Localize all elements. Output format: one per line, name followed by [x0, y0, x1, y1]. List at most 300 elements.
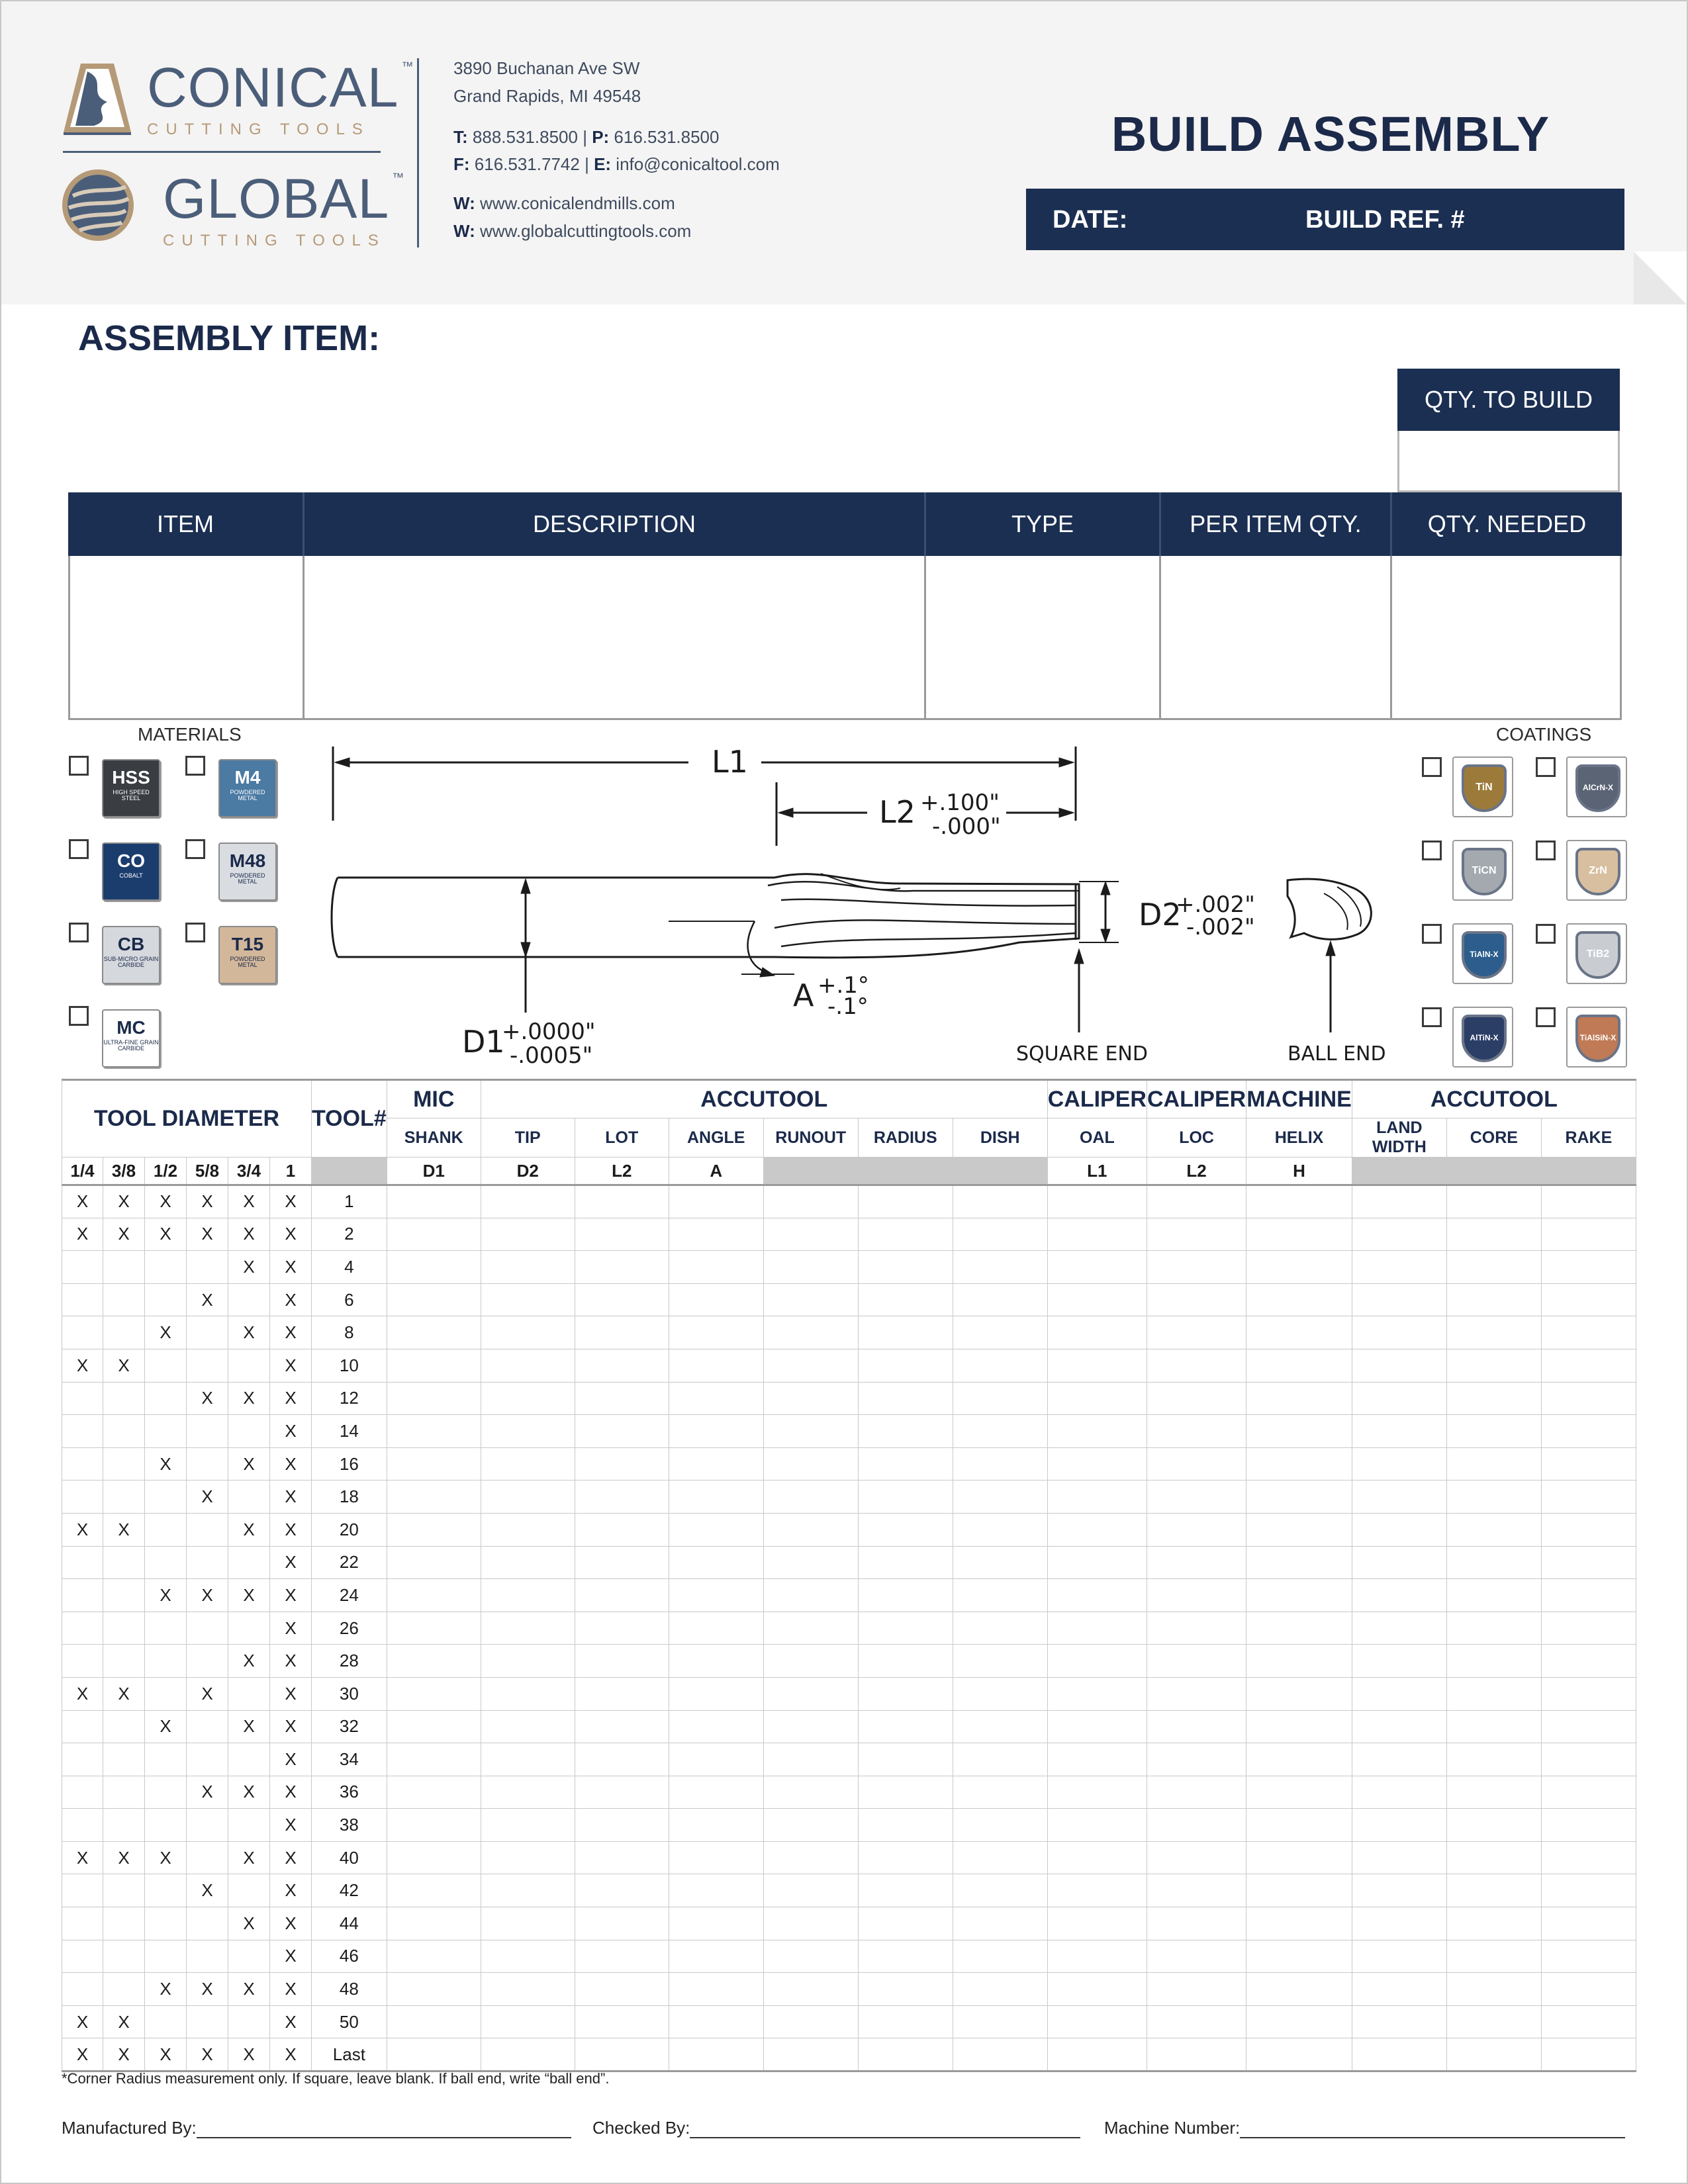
measurement-cell[interactable]: [387, 1841, 481, 1874]
measurement-cell[interactable]: [858, 1513, 953, 1546]
measurement-cell[interactable]: [669, 1874, 763, 1907]
measurement-cell[interactable]: [1541, 1907, 1636, 1940]
measurement-cell[interactable]: [387, 1513, 481, 1546]
measurement-cell[interactable]: [387, 1283, 481, 1316]
measurement-cell[interactable]: [858, 1218, 953, 1251]
measurement-cell[interactable]: [669, 1645, 763, 1678]
checked-by-field[interactable]: [690, 2121, 1080, 2138]
measurement-cell[interactable]: [953, 1710, 1047, 1743]
measurement-cell[interactable]: [1047, 1776, 1147, 1809]
measurement-cell[interactable]: [1446, 1841, 1541, 1874]
measurement-cell[interactable]: [1147, 1349, 1246, 1382]
measurement-cell[interactable]: [387, 1677, 481, 1710]
measurement-cell[interactable]: [1541, 1513, 1636, 1546]
measurement-cell[interactable]: [1246, 1349, 1352, 1382]
measurement-cell[interactable]: [669, 1316, 763, 1349]
measurement-cell[interactable]: [1352, 1546, 1446, 1579]
measurement-cell[interactable]: [575, 1316, 669, 1349]
measurement-cell[interactable]: [1047, 2005, 1147, 2038]
measurement-cell[interactable]: [953, 1579, 1047, 1612]
measurement-cell[interactable]: [481, 1415, 575, 1448]
measurement-cell[interactable]: [481, 1513, 575, 1546]
measurement-cell[interactable]: [1246, 2038, 1352, 2071]
measurement-cell[interactable]: [1541, 1940, 1636, 1973]
measurement-cell[interactable]: [763, 1415, 858, 1448]
measurement-cell[interactable]: [953, 1940, 1047, 1973]
measurement-cell[interactable]: [763, 1841, 858, 1874]
measurement-cell[interactable]: [763, 1677, 858, 1710]
measurement-cell[interactable]: [763, 2038, 858, 2071]
measurement-cell[interactable]: [763, 1349, 858, 1382]
measurement-cell[interactable]: [1147, 1185, 1246, 1218]
measurement-cell[interactable]: [1446, 1612, 1541, 1645]
measurement-cell[interactable]: [1047, 1316, 1147, 1349]
measurement-cell[interactable]: [1541, 1973, 1636, 2006]
measurement-cell[interactable]: [669, 1776, 763, 1809]
coating-checkbox[interactable]: [1422, 757, 1442, 777]
qty-to-build-field[interactable]: [1397, 431, 1620, 492]
measurement-cell[interactable]: [1541, 1447, 1636, 1480]
measurement-cell[interactable]: [1047, 1480, 1147, 1514]
machine-number-field[interactable]: [1240, 2121, 1625, 2138]
measurement-cell[interactable]: [1147, 1251, 1246, 1284]
measurement-cell[interactable]: [858, 1316, 953, 1349]
measurement-cell[interactable]: [1047, 1283, 1147, 1316]
measurement-cell[interactable]: [763, 1480, 858, 1514]
measurement-cell[interactable]: [1246, 1185, 1352, 1218]
measurement-cell[interactable]: [1352, 1874, 1446, 1907]
measurement-cell[interactable]: [953, 1841, 1047, 1874]
measurement-cell[interactable]: [1246, 1251, 1352, 1284]
measurement-cell[interactable]: [669, 1677, 763, 1710]
measurement-cell[interactable]: [1446, 2038, 1541, 2071]
material-checkbox[interactable]: [185, 839, 205, 859]
measurement-cell[interactable]: [763, 1940, 858, 1973]
manufactured-by-field[interactable]: [197, 2121, 571, 2138]
measurement-cell[interactable]: [1446, 1710, 1541, 1743]
measurement-cell[interactable]: [1246, 1907, 1352, 1940]
measurement-cell[interactable]: [953, 1874, 1047, 1907]
measurement-cell[interactable]: [575, 2005, 669, 2038]
measurement-cell[interactable]: [1246, 1776, 1352, 1809]
measurement-cell[interactable]: [387, 1480, 481, 1514]
measurement-cell[interactable]: [575, 1973, 669, 2006]
measurement-cell[interactable]: [575, 1480, 669, 1514]
measurement-cell[interactable]: [481, 1645, 575, 1678]
measurement-cell[interactable]: [1352, 1447, 1446, 1480]
measurement-cell[interactable]: [481, 1612, 575, 1645]
measurement-cell[interactable]: [669, 1809, 763, 1842]
measurement-cell[interactable]: [858, 1776, 953, 1809]
measurement-cell[interactable]: [481, 1382, 575, 1415]
measurement-cell[interactable]: [575, 1743, 669, 1776]
measurement-cell[interactable]: [1047, 1809, 1147, 1842]
measurement-cell[interactable]: [858, 1251, 953, 1284]
measurement-cell[interactable]: [575, 1283, 669, 1316]
measurement-cell[interactable]: [575, 1645, 669, 1678]
measurement-cell[interactable]: [1147, 1579, 1246, 1612]
measurement-cell[interactable]: [1541, 1579, 1636, 1612]
measurement-cell[interactable]: [1352, 1645, 1446, 1678]
material-checkbox[interactable]: [69, 756, 89, 776]
measurement-cell[interactable]: [481, 2005, 575, 2038]
measurement-cell[interactable]: [669, 1513, 763, 1546]
measurement-cell[interactable]: [1352, 1841, 1446, 1874]
measurement-cell[interactable]: [1246, 1743, 1352, 1776]
coating-checkbox[interactable]: [1422, 841, 1442, 860]
measurement-cell[interactable]: [1446, 1677, 1541, 1710]
measurement-cell[interactable]: [1446, 1907, 1541, 1940]
measurement-cell[interactable]: [1446, 1349, 1541, 1382]
measurement-cell[interactable]: [1446, 1185, 1541, 1218]
measurement-cell[interactable]: [1047, 1251, 1147, 1284]
measurement-cell[interactable]: [763, 1316, 858, 1349]
measurement-cell[interactable]: [669, 1743, 763, 1776]
measurement-cell[interactable]: [1246, 1841, 1352, 1874]
measurement-cell[interactable]: [1047, 2038, 1147, 2071]
measurement-cell[interactable]: [1147, 1907, 1246, 1940]
measurement-cell[interactable]: [575, 1940, 669, 1973]
measurement-cell[interactable]: [481, 1349, 575, 1382]
measurement-cell[interactable]: [953, 1447, 1047, 1480]
measurement-cell[interactable]: [1352, 2005, 1446, 2038]
measurement-cell[interactable]: [763, 1973, 858, 2006]
measurement-cell[interactable]: [763, 1874, 858, 1907]
measurement-cell[interactable]: [1541, 1677, 1636, 1710]
measurement-cell[interactable]: [763, 1645, 858, 1678]
measurement-cell[interactable]: [858, 1185, 953, 1218]
measurement-cell[interactable]: [575, 1447, 669, 1480]
measurement-cell[interactable]: [1352, 1743, 1446, 1776]
measurement-cell[interactable]: [387, 1973, 481, 2006]
measurement-cell[interactable]: [1446, 1579, 1541, 1612]
measurement-cell[interactable]: [858, 1710, 953, 1743]
measurement-cell[interactable]: [481, 1546, 575, 1579]
measurement-cell[interactable]: [1352, 1612, 1446, 1645]
measurement-cell[interactable]: [1352, 1382, 1446, 1415]
measurement-cell[interactable]: [1246, 1283, 1352, 1316]
measurement-cell[interactable]: [1246, 1710, 1352, 1743]
measurement-cell[interactable]: [1147, 1316, 1246, 1349]
measurement-cell[interactable]: [1352, 1185, 1446, 1218]
measurement-cell[interactable]: [1541, 1382, 1636, 1415]
measurement-cell[interactable]: [763, 1251, 858, 1284]
measurement-cell[interactable]: [1446, 1776, 1541, 1809]
measurement-cell[interactable]: [387, 1415, 481, 1448]
measurement-cell[interactable]: [481, 1677, 575, 1710]
measurement-cell[interactable]: [953, 1743, 1047, 1776]
measurement-cell[interactable]: [953, 1677, 1047, 1710]
measurement-cell[interactable]: [953, 1415, 1047, 1448]
measurement-cell[interactable]: [763, 1612, 858, 1645]
measurement-cell[interactable]: [953, 1251, 1047, 1284]
measurement-cell[interactable]: [387, 1940, 481, 1973]
measurement-cell[interactable]: [1147, 2005, 1246, 2038]
measurement-cell[interactable]: [1246, 1316, 1352, 1349]
measurement-cell[interactable]: [575, 1677, 669, 1710]
measurement-cell[interactable]: [763, 1513, 858, 1546]
measurement-cell[interactable]: [763, 1447, 858, 1480]
measurement-cell[interactable]: [1446, 1645, 1541, 1678]
measurement-cell[interactable]: [1352, 1349, 1446, 1382]
measurement-cell[interactable]: [1246, 1612, 1352, 1645]
measurement-cell[interactable]: [1047, 1579, 1147, 1612]
measurement-cell[interactable]: [763, 1710, 858, 1743]
measurement-cell[interactable]: [1352, 1907, 1446, 1940]
measurement-cell[interactable]: [858, 1743, 953, 1776]
measurement-cell[interactable]: [575, 1415, 669, 1448]
measurement-cell[interactable]: [387, 1579, 481, 1612]
measurement-cell[interactable]: [858, 1940, 953, 1973]
measurement-cell[interactable]: [1446, 1382, 1541, 1415]
coating-checkbox[interactable]: [1536, 757, 1556, 777]
measurement-cell[interactable]: [575, 1513, 669, 1546]
measurement-cell[interactable]: [953, 1645, 1047, 1678]
measurement-cell[interactable]: [1246, 1480, 1352, 1514]
measurement-cell[interactable]: [763, 1546, 858, 1579]
measurement-cell[interactable]: [858, 1480, 953, 1514]
measurement-cell[interactable]: [1446, 1447, 1541, 1480]
measurement-cell[interactable]: [858, 1907, 953, 1940]
measurement-cell[interactable]: [387, 1349, 481, 1382]
measurement-cell[interactable]: [1047, 1710, 1147, 1743]
measurement-cell[interactable]: [669, 1579, 763, 1612]
measurement-cell[interactable]: [669, 1973, 763, 2006]
measurement-cell[interactable]: [1352, 1579, 1446, 1612]
measurement-cell[interactable]: [575, 1579, 669, 1612]
measurement-cell[interactable]: [1147, 1480, 1246, 1514]
measurement-cell[interactable]: [1541, 1874, 1636, 1907]
measurement-cell[interactable]: [669, 1382, 763, 1415]
measurement-cell[interactable]: [1147, 1612, 1246, 1645]
measurement-cell[interactable]: [763, 1776, 858, 1809]
measurement-cell[interactable]: [858, 1677, 953, 1710]
measurement-cell[interactable]: [669, 1218, 763, 1251]
measurement-cell[interactable]: [1352, 1973, 1446, 2006]
measurement-cell[interactable]: [481, 1447, 575, 1480]
measurement-cell[interactable]: [575, 1251, 669, 1284]
measurement-cell[interactable]: [953, 1546, 1047, 1579]
measurement-cell[interactable]: [669, 2005, 763, 2038]
measurement-cell[interactable]: [481, 1185, 575, 1218]
measurement-cell[interactable]: [953, 1185, 1047, 1218]
measurement-cell[interactable]: [1147, 1382, 1246, 1415]
measurement-cell[interactable]: [1541, 1480, 1636, 1514]
measurement-cell[interactable]: [1541, 1743, 1636, 1776]
measurement-cell[interactable]: [1147, 1743, 1246, 1776]
measurement-cell[interactable]: [763, 1907, 858, 1940]
measurement-cell[interactable]: [387, 1710, 481, 1743]
measurement-cell[interactable]: [1541, 1349, 1636, 1382]
measurement-cell[interactable]: [858, 1415, 953, 1448]
measurement-cell[interactable]: [763, 1809, 858, 1842]
measurement-cell[interactable]: [669, 1612, 763, 1645]
measurement-cell[interactable]: [953, 1283, 1047, 1316]
measurement-cell[interactable]: [575, 1776, 669, 1809]
type-field[interactable]: [926, 556, 1159, 718]
measurement-cell[interactable]: [1541, 1710, 1636, 1743]
measurement-cell[interactable]: [481, 1809, 575, 1842]
material-checkbox[interactable]: [69, 839, 89, 859]
measurement-cell[interactable]: [1541, 1283, 1636, 1316]
measurement-cell[interactable]: [575, 1185, 669, 1218]
measurement-cell[interactable]: [481, 1743, 575, 1776]
measurement-cell[interactable]: [858, 1579, 953, 1612]
qty-needed-field[interactable]: [1392, 556, 1620, 718]
measurement-cell[interactable]: [1047, 1546, 1147, 1579]
measurement-cell[interactable]: [1541, 1546, 1636, 1579]
measurement-cell[interactable]: [387, 1218, 481, 1251]
measurement-cell[interactable]: [1047, 1382, 1147, 1415]
measurement-cell[interactable]: [953, 2038, 1047, 2071]
coating-checkbox[interactable]: [1422, 924, 1442, 944]
website-link-2[interactable]: www.globalcuttingtools.com: [479, 221, 692, 241]
measurement-cell[interactable]: [1446, 1251, 1541, 1284]
measurement-cell[interactable]: [481, 1251, 575, 1284]
measurement-cell[interactable]: [669, 1710, 763, 1743]
measurement-cell[interactable]: [481, 1973, 575, 2006]
measurement-cell[interactable]: [1147, 2038, 1246, 2071]
measurement-cell[interactable]: [669, 1546, 763, 1579]
measurement-cell[interactable]: [1147, 1546, 1246, 1579]
measurement-cell[interactable]: [858, 1973, 953, 2006]
measurement-cell[interactable]: [763, 1283, 858, 1316]
measurement-cell[interactable]: [1446, 1874, 1541, 1907]
measurement-cell[interactable]: [1047, 1415, 1147, 1448]
measurement-cell[interactable]: [669, 1251, 763, 1284]
measurement-cell[interactable]: [1446, 1283, 1541, 1316]
measurement-cell[interactable]: [669, 1480, 763, 1514]
measurement-cell[interactable]: [1352, 1710, 1446, 1743]
measurement-cell[interactable]: [1352, 1283, 1446, 1316]
measurement-cell[interactable]: [1047, 1447, 1147, 1480]
measurement-cell[interactable]: [1541, 1251, 1636, 1284]
measurement-cell[interactable]: [858, 1874, 953, 1907]
item-field[interactable]: [70, 556, 303, 718]
measurement-cell[interactable]: [858, 2005, 953, 2038]
measurement-cell[interactable]: [763, 1579, 858, 1612]
measurement-cell[interactable]: [1047, 1677, 1147, 1710]
measurement-cell[interactable]: [387, 1251, 481, 1284]
per-item-qty-field[interactable]: [1161, 556, 1390, 718]
measurement-cell[interactable]: [481, 1907, 575, 1940]
measurement-cell[interactable]: [1446, 1743, 1541, 1776]
measurement-cell[interactable]: [858, 1349, 953, 1382]
measurement-cell[interactable]: [953, 1218, 1047, 1251]
measurement-cell[interactable]: [575, 1349, 669, 1382]
measurement-cell[interactable]: [1246, 1874, 1352, 1907]
measurement-cell[interactable]: [575, 1612, 669, 1645]
measurement-cell[interactable]: [1047, 1612, 1147, 1645]
measurement-cell[interactable]: [1541, 1415, 1636, 1448]
measurement-cell[interactable]: [387, 2038, 481, 2071]
measurement-cell[interactable]: [1352, 1415, 1446, 1448]
measurement-cell[interactable]: [858, 1546, 953, 1579]
measurement-cell[interactable]: [575, 1710, 669, 1743]
material-checkbox[interactable]: [185, 923, 205, 942]
measurement-cell[interactable]: [481, 1940, 575, 1973]
measurement-cell[interactable]: [1047, 1218, 1147, 1251]
measurement-cell[interactable]: [1147, 1841, 1246, 1874]
measurement-cell[interactable]: [1541, 1841, 1636, 1874]
measurement-cell[interactable]: [575, 1841, 669, 1874]
measurement-cell[interactable]: [1147, 1645, 1246, 1678]
measurement-cell[interactable]: [953, 1776, 1047, 1809]
measurement-cell[interactable]: [1147, 1710, 1246, 1743]
measurement-cell[interactable]: [481, 1579, 575, 1612]
measurement-cell[interactable]: [387, 1447, 481, 1480]
measurement-cell[interactable]: [387, 1809, 481, 1842]
measurement-cell[interactable]: [387, 1185, 481, 1218]
measurement-cell[interactable]: [858, 1382, 953, 1415]
measurement-cell[interactable]: [763, 1218, 858, 1251]
measurement-cell[interactable]: [669, 1415, 763, 1448]
measurement-cell[interactable]: [1147, 1415, 1246, 1448]
measurement-cell[interactable]: [1352, 1513, 1446, 1546]
measurement-cell[interactable]: [669, 1349, 763, 1382]
measurement-cell[interactable]: [1147, 1677, 1246, 1710]
measurement-cell[interactable]: [387, 1743, 481, 1776]
measurement-cell[interactable]: [953, 2005, 1047, 2038]
measurement-cell[interactable]: [763, 2005, 858, 2038]
description-field[interactable]: [305, 556, 924, 718]
measurement-cell[interactable]: [953, 1907, 1047, 1940]
measurement-cell[interactable]: [575, 1382, 669, 1415]
measurement-cell[interactable]: [481, 1480, 575, 1514]
measurement-cell[interactable]: [575, 1874, 669, 1907]
measurement-cell[interactable]: [575, 2038, 669, 2071]
measurement-cell[interactable]: [1446, 1480, 1541, 1514]
measurement-cell[interactable]: [387, 1874, 481, 1907]
measurement-cell[interactable]: [481, 1283, 575, 1316]
measurement-cell[interactable]: [669, 1940, 763, 1973]
measurement-cell[interactable]: [858, 1447, 953, 1480]
measurement-cell[interactable]: [1352, 1776, 1446, 1809]
measurement-cell[interactable]: [481, 1316, 575, 1349]
measurement-cell[interactable]: [1541, 1185, 1636, 1218]
measurement-cell[interactable]: [1246, 1447, 1352, 1480]
measurement-cell[interactable]: [1047, 1185, 1147, 1218]
measurement-cell[interactable]: [953, 1809, 1047, 1842]
measurement-cell[interactable]: [1446, 1415, 1541, 1448]
measurement-cell[interactable]: [669, 1185, 763, 1218]
measurement-cell[interactable]: [1352, 1940, 1446, 1973]
measurement-cell[interactable]: [763, 1743, 858, 1776]
measurement-cell[interactable]: [387, 1907, 481, 1940]
measurement-cell[interactable]: [1541, 1612, 1636, 1645]
measurement-cell[interactable]: [387, 1546, 481, 1579]
coating-checkbox[interactable]: [1422, 1007, 1442, 1027]
measurement-cell[interactable]: [858, 1841, 953, 1874]
measurement-cell[interactable]: [1246, 1579, 1352, 1612]
measurement-cell[interactable]: [1246, 1513, 1352, 1546]
measurement-cell[interactable]: [763, 1185, 858, 1218]
measurement-cell[interactable]: [1446, 1973, 1541, 2006]
measurement-cell[interactable]: [1047, 1645, 1147, 1678]
measurement-cell[interactable]: [1541, 2005, 1636, 2038]
measurement-cell[interactable]: [1446, 1809, 1541, 1842]
measurement-cell[interactable]: [1147, 1218, 1246, 1251]
measurement-cell[interactable]: [1246, 1677, 1352, 1710]
measurement-cell[interactable]: [1147, 1874, 1246, 1907]
measurement-cell[interactable]: [1352, 1809, 1446, 1842]
measurement-cell[interactable]: [1147, 1776, 1246, 1809]
measurement-cell[interactable]: [1246, 1218, 1352, 1251]
measurement-cell[interactable]: [1246, 1973, 1352, 2006]
measurement-cell[interactable]: [387, 1645, 481, 1678]
measurement-cell[interactable]: [1047, 1513, 1147, 1546]
measurement-cell[interactable]: [1047, 1743, 1147, 1776]
